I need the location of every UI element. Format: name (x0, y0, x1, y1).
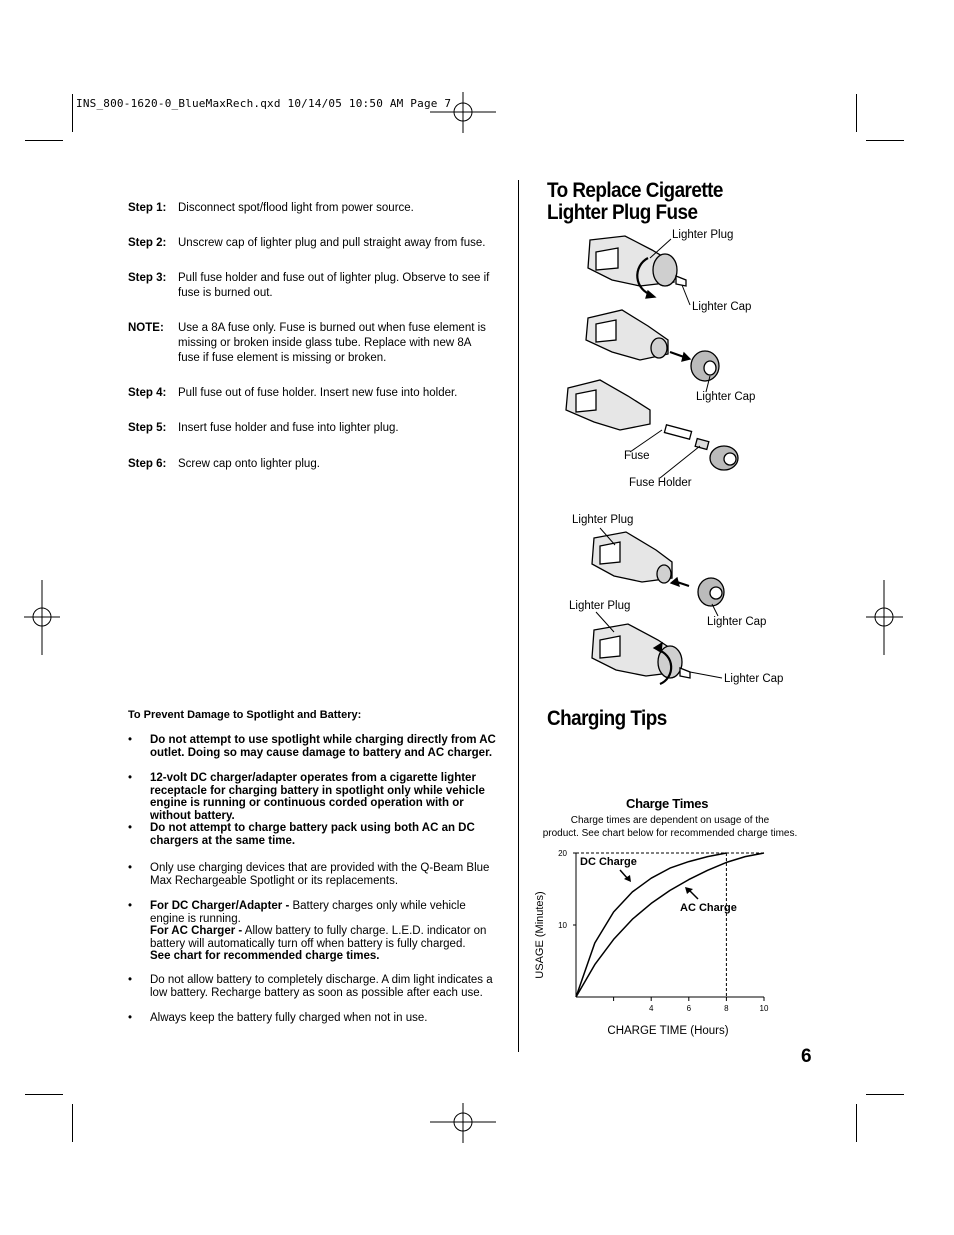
chart-description-line: Charge times are dependent on usage of the (570, 815, 770, 826)
bullet-dot: • (128, 772, 133, 784)
bullet-text: 12-volt DC charger/adapter operates from a cigarette lighter receptacle for charging battery in spotlight only while vehicle engine is running or continuous corded operation with or without battery. (150, 772, 485, 822)
step-label: Step 2: (128, 237, 167, 249)
chart-description-line: product. See chart below for recommended charge times. (542, 828, 798, 839)
bullet-text: Do not allow battery to completely discharge. A dim light indicates a low battery. Recharge battery as soon as possible after each use. (150, 974, 493, 999)
bullet-text: Always keep the battery fully charged when not in use. (150, 1012, 428, 1024)
step-text: Disconnect spot/flood light from power source. (178, 202, 414, 214)
step-text: Screw cap onto lighter plug. (178, 458, 320, 470)
bullet-text: Do not attempt to use spotlight while charging directly from AC outlet. Doing so may cause damage to battery and AC charger. (150, 734, 496, 759)
step-text: Insert fuse holder and fuse into lighter plug. (178, 422, 399, 434)
step-text: Unscrew cap of lighter plug and pull straight away from fuse. (178, 237, 486, 249)
ac-charge-label: AC Charge (680, 902, 737, 914)
note-label: NOTE: (128, 322, 164, 334)
x-tick-label: 10 (759, 1004, 769, 1013)
step-text: Pull fuse holder and fuse out of lighter plug. Observe to see if fuse is burned out. (178, 272, 490, 299)
bullet-text: Do not attempt to charge battery pack using both AC an DC chargers at the same time. (150, 822, 475, 847)
charging-tips-title: Charging Tips (547, 707, 667, 730)
bullet-text (150, 900, 500, 963)
fuse-holder-label: Fuse Holder (629, 477, 692, 489)
y-axis-label: USAGE (Minutes) (534, 891, 546, 979)
bullet-text: Only use charging devices that are provided with the Q-Beam Blue Max Rechargeable Spotlight or its replacements. (150, 862, 490, 887)
ac-charge-arrow (689, 890, 698, 899)
bullet-dot: • (128, 734, 133, 746)
page-number: 6 (801, 1046, 812, 1067)
chart-description (520, 814, 820, 840)
step-label: Step 6: (128, 458, 167, 470)
lighter-plug-illustration (586, 310, 719, 381)
y-tick-label: 10 (558, 921, 567, 930)
x-tick-label: 4 (648, 1004, 654, 1013)
lighter-cap-label: Lighter Cap (692, 301, 752, 313)
ac-charger-text: Allow battery to fully charge. L.E.D. indicator on battery will automatically turn off when battery is fully charged. (150, 925, 487, 950)
fuse-illustrations (540, 225, 840, 705)
x-axis-label: CHARGE TIME (Hours) (607, 1025, 729, 1037)
bullet-dot: • (128, 1012, 133, 1024)
series-line (576, 853, 764, 997)
ac-charger-label: For AC Charger - (150, 925, 243, 937)
series-line (576, 853, 726, 997)
step-label: Step 4: (128, 387, 167, 399)
column-divider (518, 180, 519, 1052)
see-chart-text: See chart for recommended charge times. (150, 950, 380, 962)
title-line: Lighter Plug Fuse (547, 201, 698, 224)
step-label: Step 5: (128, 422, 167, 434)
step-text: Pull fuse out of fuse holder. Insert new fuse into holder. (178, 387, 458, 399)
bullet-dot: • (128, 862, 133, 874)
lighter-plug-label: Lighter Plug (569, 600, 631, 612)
dc-charger-label: For DC Charger/Adapter - (150, 900, 290, 912)
charge-times-chart (520, 840, 800, 1045)
bullet-dot: • (128, 900, 133, 912)
lighter-plug-label: Lighter Plug (672, 229, 734, 241)
lighter-plug-label: Lighter Plug (572, 514, 634, 526)
title-line: To Replace Cigarette (547, 179, 723, 202)
step-label: Step 3: (128, 272, 167, 284)
lighter-plug-illustration (592, 624, 690, 684)
y-tick-label: 20 (558, 849, 567, 858)
lighter-cap-label: Lighter Cap (724, 673, 784, 685)
dc-charge-label: DC Charge (580, 856, 637, 868)
dc-charger-text: Battery charges only while vehicle engine is running. (150, 900, 466, 925)
prevent-title: To Prevent Damage to Spotlight and Battery: (128, 709, 362, 721)
bullet-dot: • (128, 822, 133, 834)
file-slug: INS_800-1620-0_BlueMaxRech.qxd 10/14/05 10:50 AM Page 7 (76, 97, 452, 110)
chart-title: Charge Times (626, 796, 709, 811)
fuse-label: Fuse (624, 450, 650, 462)
fuse-section-title (547, 180, 723, 224)
lighter-cap-label: Lighter Cap (707, 616, 767, 628)
lighter-plug-illustration (588, 236, 686, 298)
note-text: Use a 8A fuse only. Fuse is burned out when fuse element is missing or broken inside glass tube. Replace with new 8A fuse if fuse element is missing or broken. (178, 322, 486, 364)
lighter-cap-label: Lighter Cap (696, 391, 756, 403)
x-tick-label: 6 (686, 1004, 692, 1013)
step-label: Step 1: (128, 202, 167, 214)
bullet-dot: • (128, 974, 133, 986)
lighter-plug-illustration (592, 532, 724, 606)
x-tick-label: 8 (724, 1004, 729, 1013)
